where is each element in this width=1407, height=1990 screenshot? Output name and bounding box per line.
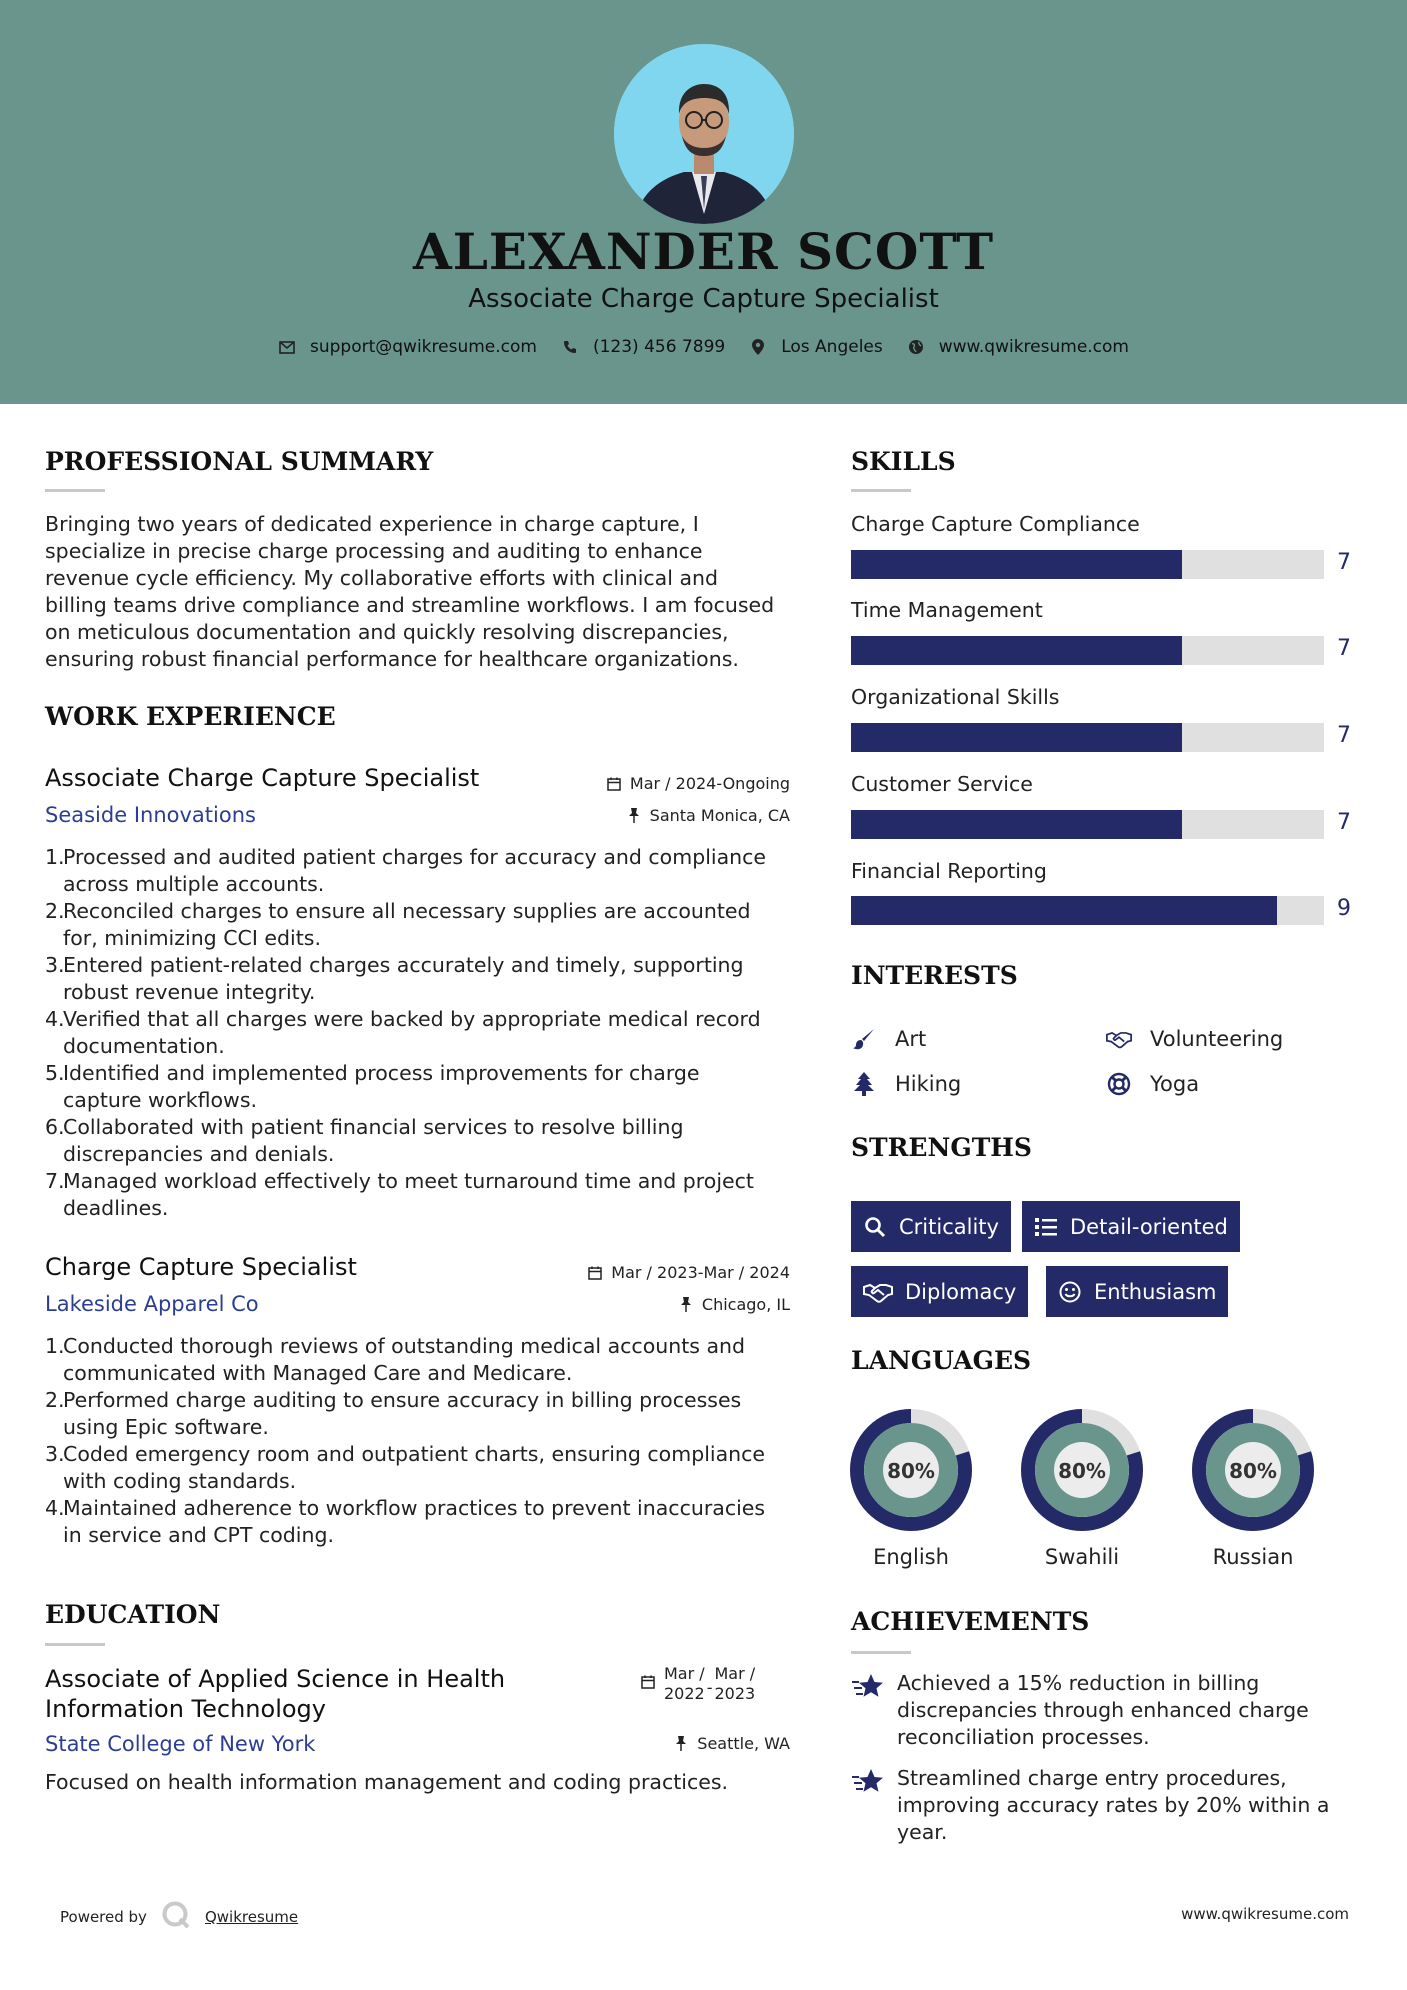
language-percent: 80%: [887, 1459, 935, 1483]
calendar-icon: [587, 1265, 603, 1281]
search-icon: [863, 1215, 887, 1239]
handshake-icon: [1106, 1026, 1132, 1052]
interest-item: [1106, 1071, 1199, 1097]
interests-heading: INTERESTS: [851, 961, 1018, 990]
job-duties-list: [45, 844, 805, 1222]
summary-line: on meticulous documentation and quickly resolving discrepancies,: [45, 620, 729, 644]
pushpin-icon: [673, 1736, 689, 1752]
interest-item: [851, 1071, 961, 1097]
handshake-icon: [863, 1280, 893, 1304]
job-duties-list: [45, 1333, 805, 1549]
summary-heading: PROFESSIONAL SUMMARY: [45, 447, 434, 476]
language-ring: [849, 1408, 973, 1536]
summary-underline: [45, 489, 105, 492]
job-dates: [540, 774, 790, 793]
education-description: Focused on health information management and coding practices.: [45, 1770, 729, 1794]
language-percent: 80%: [1058, 1459, 1106, 1483]
website-text: www.qwikresume.com: [938, 337, 1129, 357]
job-company: Seaside Innovations: [45, 803, 256, 827]
map-pin-icon: [749, 338, 767, 356]
star-award-icon: [851, 1765, 885, 1799]
list-item: 7. Managed workload effectively to meet turnaround time and project deadlines.: [45, 1169, 754, 1220]
summary-text: [45, 511, 805, 673]
skill-value: 7: [1337, 550, 1351, 575]
date-dash: -: [706, 1678, 713, 1697]
list-item: 1. Conducted thorough reviews of outstanding medical accounts and communicated with Managed Care and Medicare.: [45, 1334, 746, 1385]
language-name: Swahili: [1044, 1545, 1120, 1569]
education-location: [540, 1734, 790, 1753]
job-location-text: Chicago, IL: [701, 1295, 790, 1314]
language-ring-svg: [1191, 1408, 1315, 1532]
strength-chip: [851, 1266, 1028, 1317]
lifebuoy-icon: [1106, 1071, 1132, 1097]
skill-value: 7: [1337, 723, 1351, 748]
candidate-title: Associate Charge Capture Specialist: [468, 284, 939, 314]
strength-label: Diplomacy: [905, 1279, 1017, 1304]
achievement-item: [851, 1765, 1351, 1846]
interest-label: Hiking: [895, 1072, 962, 1096]
education-heading: EDUCATION: [45, 1600, 221, 1629]
job-location: [540, 806, 790, 825]
envelope-icon: [278, 338, 296, 356]
strength-chip: [1046, 1266, 1228, 1317]
skills-heading: SKILLS: [851, 447, 956, 476]
summary-line: ensuring robust financial performance for healthcare organizations.: [45, 647, 739, 671]
skill-label: Customer Service: [851, 772, 1033, 796]
globe-icon: [907, 338, 925, 356]
location-text: Los Angeles: [781, 337, 883, 357]
degree-line: Information Technology: [45, 1695, 326, 1723]
strength-label: Detail-oriented: [1070, 1214, 1228, 1239]
language-ring: [1020, 1408, 1144, 1536]
skill-bar-fill: [851, 810, 1182, 839]
list-item: 4. Verified that all charges were backed by appropriate medical record documentation.: [45, 1007, 761, 1058]
skill-bar: [851, 810, 1324, 839]
job-dates-text: Mar / 2023-Mar / 2024: [611, 1263, 790, 1282]
strengths-heading: STRENGTHS: [851, 1133, 1032, 1162]
achievements-underline: [851, 1651, 911, 1654]
skill-label: Organizational Skills: [851, 685, 1060, 709]
contact-website[interactable]: [907, 337, 1129, 357]
skill-bar: [851, 723, 1324, 752]
phone-icon: [561, 338, 579, 356]
interest-label: Volunteering: [1150, 1027, 1284, 1051]
education-underline: [45, 1643, 105, 1646]
list-item: 3. Coded emergency room and outpatient charts, ensuring compliance with coding standards.: [45, 1442, 766, 1493]
strength-chip: [851, 1201, 1011, 1252]
skill-bar: [851, 636, 1324, 665]
contact-location: [749, 337, 883, 357]
list-item: 1. Processed and audited patient charges for accuracy and compliance across multiple accounts.: [45, 845, 767, 896]
pushpin-icon: [626, 808, 642, 824]
language-ring: [1191, 1408, 1315, 1536]
calendar-icon: [640, 1674, 656, 1690]
list-item: 3. Entered patient-related charges accurately and timely, supporting robust revenue integrity.: [45, 953, 744, 1004]
interest-label: Art: [895, 1027, 927, 1051]
job-title: Associate Charge Capture Specialist: [45, 764, 480, 792]
list-item: 6. Collaborated with patient financial services to resolve billing discrepancies and denials.: [45, 1115, 684, 1166]
job-dates: [540, 1263, 790, 1282]
education-start: Mar / 2022: [664, 1664, 705, 1703]
skill-bar-fill: [851, 550, 1182, 579]
degree-line: Associate of Applied Science in Health: [45, 1665, 506, 1693]
school-name: State College of New York: [45, 1732, 316, 1756]
job-title: Charge Capture Specialist: [45, 1253, 357, 1281]
avatar: [614, 44, 794, 224]
candidate-name: ALEXANDER SCOTT: [412, 222, 995, 281]
summary-line: Bringing two years of dedicated experience in charge capture, I: [45, 512, 699, 536]
skill-bar: [851, 896, 1324, 925]
language-name: Russian: [1212, 1545, 1294, 1569]
interest-label: Yoga: [1150, 1072, 1200, 1096]
degree-title: [45, 1664, 505, 1724]
job-location: [540, 1295, 790, 1314]
skill-bar-fill: [851, 723, 1182, 752]
achievements-heading: ACHIEVEMENTS: [851, 1607, 1090, 1636]
email-text: support@qwikresume.com: [310, 337, 537, 357]
education-end: Mar / 2023: [714, 1664, 756, 1703]
powered-by-text: Powered by: [60, 1908, 147, 1926]
paintbrush-icon: [851, 1026, 877, 1052]
education-dates: [640, 1664, 790, 1704]
job-dates-text: Mar / 2024-Ongoing: [629, 774, 790, 793]
star-award-icon: [851, 1670, 885, 1704]
tree-icon: [851, 1071, 877, 1097]
achievement-text: Streamlined charge entry procedures, improving accuracy rates by 20% within a year.: [897, 1766, 1330, 1844]
calendar-icon: [606, 776, 622, 792]
language-percent: 80%: [1229, 1459, 1277, 1483]
skill-bar-fill: [851, 896, 1277, 925]
language-name: English: [873, 1545, 949, 1569]
qwikresume-logo-icon: [161, 1900, 191, 1934]
list-item: 4. Maintained adherence to workflow practices to prevent inaccuracies in service and CPT coding.: [45, 1496, 766, 1547]
contact-phone[interactable]: [561, 337, 725, 357]
smile-icon: [1058, 1280, 1082, 1304]
footer-powered-by: [60, 1900, 298, 1934]
list-item: 5. Identified and implemented process improvements for charge capture workflows.: [45, 1061, 700, 1112]
language-ring-svg: [849, 1408, 973, 1532]
strength-label: Criticality: [899, 1214, 999, 1239]
phone-text: (123) 456 7899: [592, 337, 726, 357]
strength-label: Enthusiasm: [1094, 1279, 1217, 1304]
language-ring-svg: [1020, 1408, 1144, 1532]
job-company: Lakeside Apparel Co: [45, 1292, 259, 1316]
pushpin-icon: [678, 1297, 694, 1313]
list-item: 2. Performed charge auditing to ensure accuracy in billing processes using Epic software.: [45, 1388, 742, 1439]
skill-label: Time Management: [851, 598, 1043, 622]
list-icon: [1034, 1215, 1058, 1239]
achievement-item: [851, 1670, 1351, 1751]
interest-item: [1106, 1026, 1283, 1052]
skills-underline: [851, 489, 911, 492]
strength-chip: [1022, 1201, 1240, 1252]
summary-line: billing teams drive compliance and streamline workflows. I am focused: [45, 593, 775, 617]
skill-bar: [851, 550, 1324, 579]
summary-line: revenue cycle efficiency. My collaborative efforts with clinical and: [45, 566, 719, 590]
education-location-text: Seattle, WA: [697, 1734, 790, 1753]
skill-label: Charge Capture Compliance: [851, 512, 1140, 536]
contact-email[interactable]: [278, 337, 537, 357]
skill-value: 7: [1337, 810, 1351, 835]
list-item: 2. Reconciled charges to ensure all necessary supplies are accounted for, minimizing CCI edits.: [45, 899, 751, 950]
skill-bar-fill: [851, 636, 1182, 665]
languages-heading: LANGUAGES: [851, 1346, 1032, 1375]
contact-bar: [0, 337, 1407, 357]
job-location-text: Santa Monica, CA: [649, 806, 790, 825]
achievement-text: Achieved a 15% reduction in billing discrepancies through enhanced charge reconciliation processes.: [897, 1671, 1309, 1749]
footer-website[interactable]: www.qwikresume.com: [1181, 1905, 1349, 1923]
experience-heading: WORK EXPERIENCE: [45, 702, 336, 731]
brand-link[interactable]: Qwikresume: [204, 1908, 299, 1926]
skill-value: 9: [1337, 896, 1351, 921]
summary-line: specialize in precise charge processing and auditing to enhance: [45, 539, 703, 563]
skill-label: Financial Reporting: [851, 859, 1047, 883]
header-banner: [0, 0, 1407, 404]
skill-value: 7: [1337, 636, 1351, 661]
interest-item: [851, 1026, 926, 1052]
